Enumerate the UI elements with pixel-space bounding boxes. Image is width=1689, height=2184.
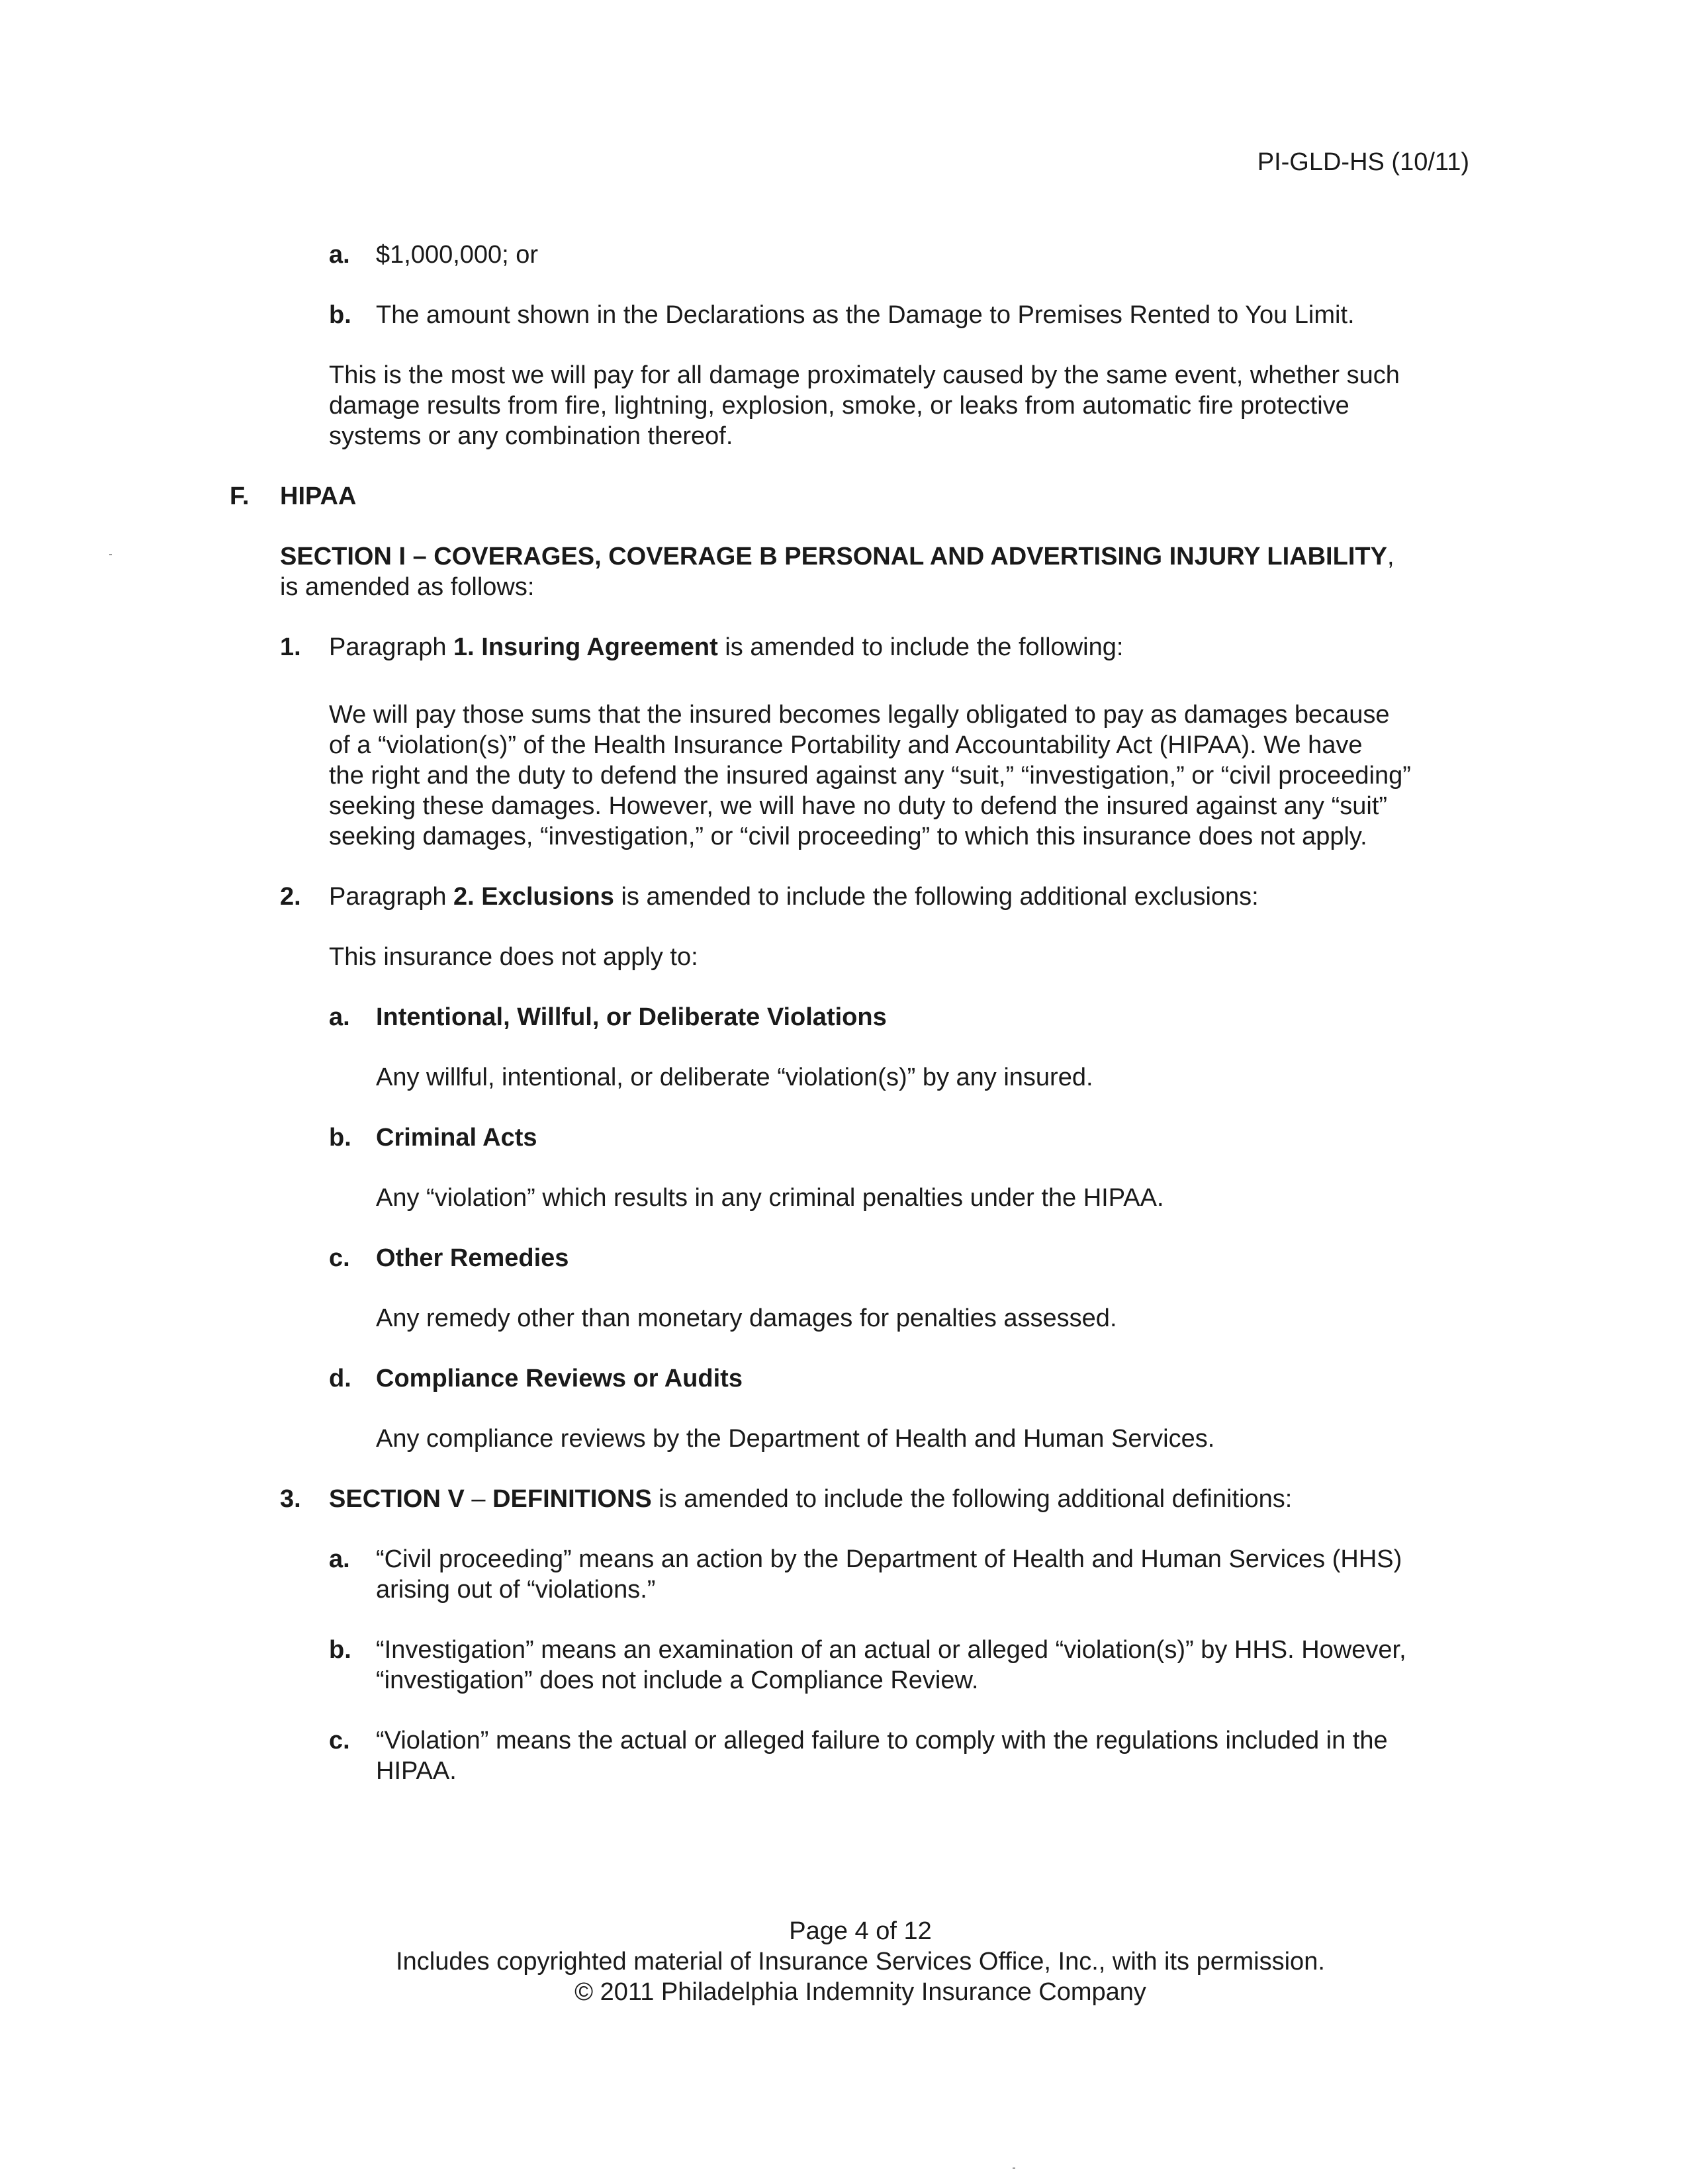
item-1-pre: Paragraph [329,633,454,661]
exclusion-title: Intentional, Willful, or Deliberate Violations [376,1003,887,1031]
footer-copyright-company: © 2011 Philadelphia Indemnity Insurance Company [574,1978,1146,2006]
definition-label: a. [329,1545,350,1573]
section-f-intro-line2: is amended as follows: [280,573,535,601]
premises-b-text: The amount shown in the Declarations as the Damage to Premises Rented to You Limit. [376,301,1355,329]
item-3-bold: SECTION V [329,1485,465,1513]
definition-label: c. [329,1727,350,1754]
page-number: Page 4 of 12 [789,1917,932,1945]
item-1-paragraph-line: the right and the duty to defend the insured against any “suit,” “investigation,” or “civil proceeding” [329,762,1411,790]
item-3-dash: – [464,1485,493,1513]
item-2-bold: 2. Exclusions [453,883,614,911]
item-2-heading [329,882,1259,912]
definition-line: “investigation” does not include a Compliance Review. [376,1666,979,1694]
item-2-number: 2. [280,883,301,911]
item-1-number: 1. [280,633,301,661]
item-1-post: is amended to include the following: [717,633,1124,661]
exclusion-text: Any compliance reviews by the Department of Health and Human Services. [376,1425,1215,1453]
premises-paragraph-line: systems or any combination thereof. [329,422,733,450]
item-1-paragraph-line: of a “violation(s)” of the Health Insurance Portability and Accountability Act (HIPAA). We have [329,731,1363,759]
section-f-label: F. [230,482,250,510]
item-2-pre: Paragraph [329,883,454,911]
item-3-heading [329,1484,1292,1514]
definition-label: b. [329,1636,351,1664]
footer-copyright-iso: Includes copyrighted material of Insurance Services Office, Inc., with its permission. [396,1948,1325,1976]
premises-a-label: a. [329,241,350,269]
exclusion-title: Criminal Acts [376,1124,537,1152]
item-2-intro: This insurance does not apply to: [329,943,698,971]
premises-paragraph-line: damage results from fire, lightning, explosion, smoke, or leaks from automatic fire protective [329,392,1349,420]
exclusion-title: Other Remedies [376,1244,569,1272]
exclusion-label: a. [329,1003,350,1031]
exclusion-text: Any “violation” which results in any criminal penalties under the HIPAA. [376,1184,1164,1212]
definition-line: HIPAA. [376,1757,457,1785]
exclusion-text: Any willful, intentional, or deliberate “violation(s)” by any insured. [376,1064,1093,1091]
item-1-paragraph-line: seeking these damages. However, we will have no duty to defend the insured against any “suit” [329,792,1388,820]
scan-speck [1013,2167,1015,2169]
item-1-bold: 1. Insuring Agreement [453,633,718,661]
section-f-intro [280,541,1394,572]
exclusion-label: d. [329,1365,351,1392]
exclusion-text: Any remedy other than monetary damages for penalties assessed. [376,1304,1117,1332]
definition-line: “Violation” means the actual or alleged failure to comply with the regulations included in the [376,1727,1388,1754]
exclusion-title: Compliance Reviews or Audits [376,1365,743,1392]
exclusion-label: c. [329,1244,350,1272]
item-3-post: is amended to include the following additional definitions: [651,1485,1293,1513]
item-3-bold2: DEFINITIONS [492,1485,652,1513]
definition-line: arising out of “violations.” [376,1576,656,1604]
item-3-number: 3. [280,1485,301,1513]
item-1-paragraph-line: seeking damages, “investigation,” or “civil proceeding” to which this insurance does not apply. [329,823,1367,850]
form-id: PI-GLD-HS (10/11) [1257,148,1469,176]
item-1-heading [329,632,1123,662]
definition-line: “Investigation” means an examination of an actual or alleged “violation(s)” by HHS. However, [376,1636,1406,1664]
section-f-intro-comma: , [1387,543,1394,570]
definition-line: “Civil proceeding” means an action by the Department of Health and Human Services (HHS) [376,1545,1402,1573]
exclusion-label: b. [329,1124,351,1152]
premises-b-label: b. [329,301,351,329]
item-2-post: is amended to include the following additional exclusions: [614,883,1259,911]
item-1-paragraph-line: We will pay those sums that the insured becomes legally obligated to pay as damages because [329,701,1390,729]
premises-paragraph-line: This is the most we will pay for all damage proximately caused by the same event, whether such [329,361,1400,389]
scan-speck [109,554,112,555]
section-f-intro-bold: SECTION I – COVERAGES, COVERAGE B PERSONAL AND ADVERTISING INJURY LIABILITY [280,543,1387,570]
section-f-title: HIPAA [280,482,357,510]
premises-a-text: $1,000,000; or [376,241,539,269]
